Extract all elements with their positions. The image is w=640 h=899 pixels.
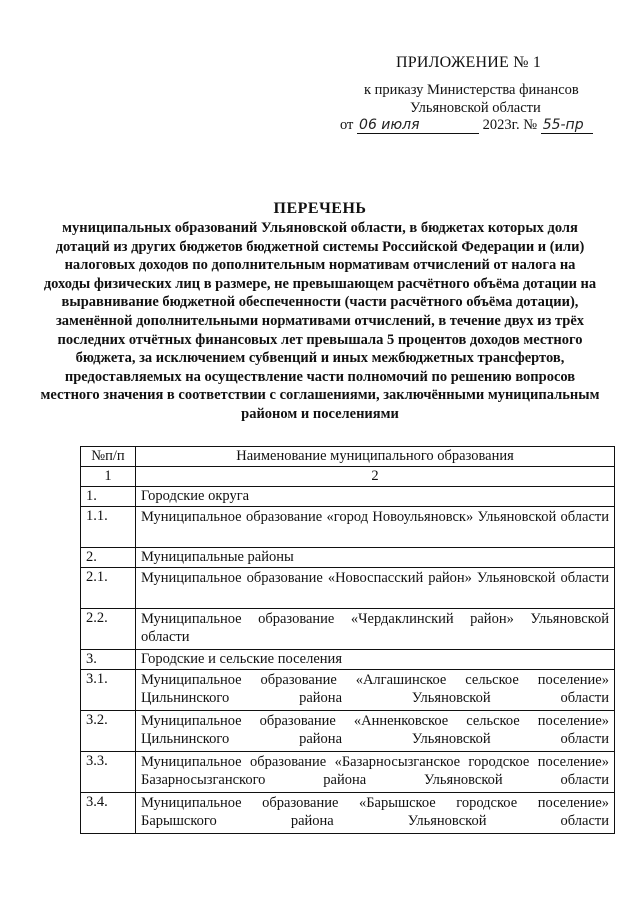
column-header-number: №п/п <box>81 447 136 467</box>
annex-title: ПРИЛОЖЕНИЕ № 1 <box>396 54 542 71</box>
section-row <box>81 548 615 568</box>
section-title: Городские и сельские поселения <box>136 650 615 670</box>
municipality-name: Муниципальное образование «город Новоульяновск» Ульяновской области <box>136 507 615 548</box>
table-row <box>81 711 615 752</box>
municipality-name: Муниципальное образование «Новоспасский район» Ульяновской области <box>136 568 615 609</box>
table-row <box>81 507 615 548</box>
handwritten-order-number: 55-пр <box>541 117 593 134</box>
row-number: 2.1. <box>81 568 136 609</box>
municipality-name: Муниципальное образование «Чердаклинский район» Ульяновской области <box>136 609 615 650</box>
municipality-name: Муниципальное образование «Алгашинское сельское поселение» Цильнинского района Ульяновской области <box>136 670 615 711</box>
section-number: 2. <box>81 548 136 568</box>
section-title: Муниципальные районы <box>136 548 615 568</box>
section-title: Городские округа <box>136 487 615 507</box>
section-row <box>81 650 615 670</box>
table-row <box>81 793 615 834</box>
table-row <box>81 568 615 609</box>
column-number-2: 2 <box>136 467 615 487</box>
row-number: 1.1. <box>81 507 136 548</box>
order-prefix: от <box>340 117 354 133</box>
municipality-name: Муниципальное образование «Барышское городское поселение» Барышского района Ульяновской области <box>136 793 615 834</box>
document-title: ПЕРЕЧЕНЬ <box>273 200 367 217</box>
row-number: 2.2. <box>81 609 136 650</box>
municipality-name: Муниципальное образование «Базарносызганское городское поселение» Базарносызганского района Ульяновской области <box>136 752 615 793</box>
table-row <box>81 670 615 711</box>
order-reference-line: к приказу Министерства финансов <box>364 82 579 98</box>
table-header-row <box>81 447 615 467</box>
table-column-numbers-row <box>81 467 615 487</box>
table-row <box>81 752 615 793</box>
handwritten-date: 06 июля <box>357 117 479 134</box>
column-number-1: 1 <box>81 467 136 487</box>
municipalities-table <box>80 446 615 834</box>
document-subtitle: муниципальных образований Ульяновской области, в бюджетах которых доля дотаций из других бюджетов бюджетной системы Российской Федерации и (или) налоговых доходов по дополнительным нормативам отчислений от налога на доходы физических лиц в размере, не превышающем расчётного объёма дотации на выравнивание бюджетной обеспеченности (части расчётного объёма дотации), заменённой дополнительными нормативами отчислений, в течение двух из трёх последних отчётных финансовых лет превышала 5 процентов доходов местного бюджета, за исключением субвенций и иных межбюджетных трансфертов, предоставляемых на осуществление части полномочий по решению вопросов местного значения в соответствии с соглашениями, заключёнными муниципальным районом и поселениями <box>40 220 600 422</box>
section-number: 3. <box>81 650 136 670</box>
section-number: 1. <box>81 487 136 507</box>
row-number: 3.3. <box>81 752 136 793</box>
order-region-line: Ульяновской области <box>410 100 541 116</box>
column-header-name: Наименование муниципального образования <box>136 447 615 467</box>
table-row <box>81 609 615 650</box>
row-number: 3.4. <box>81 793 136 834</box>
order-date-number-line <box>340 117 593 134</box>
municipality-name: Муниципальное образование «Анненковское сельское поселение» Цильнинского района Ульяновской области <box>136 711 615 752</box>
order-year: 2023г. № <box>482 117 538 133</box>
section-row <box>81 487 615 507</box>
row-number: 3.1. <box>81 670 136 711</box>
row-number: 3.2. <box>81 711 136 752</box>
